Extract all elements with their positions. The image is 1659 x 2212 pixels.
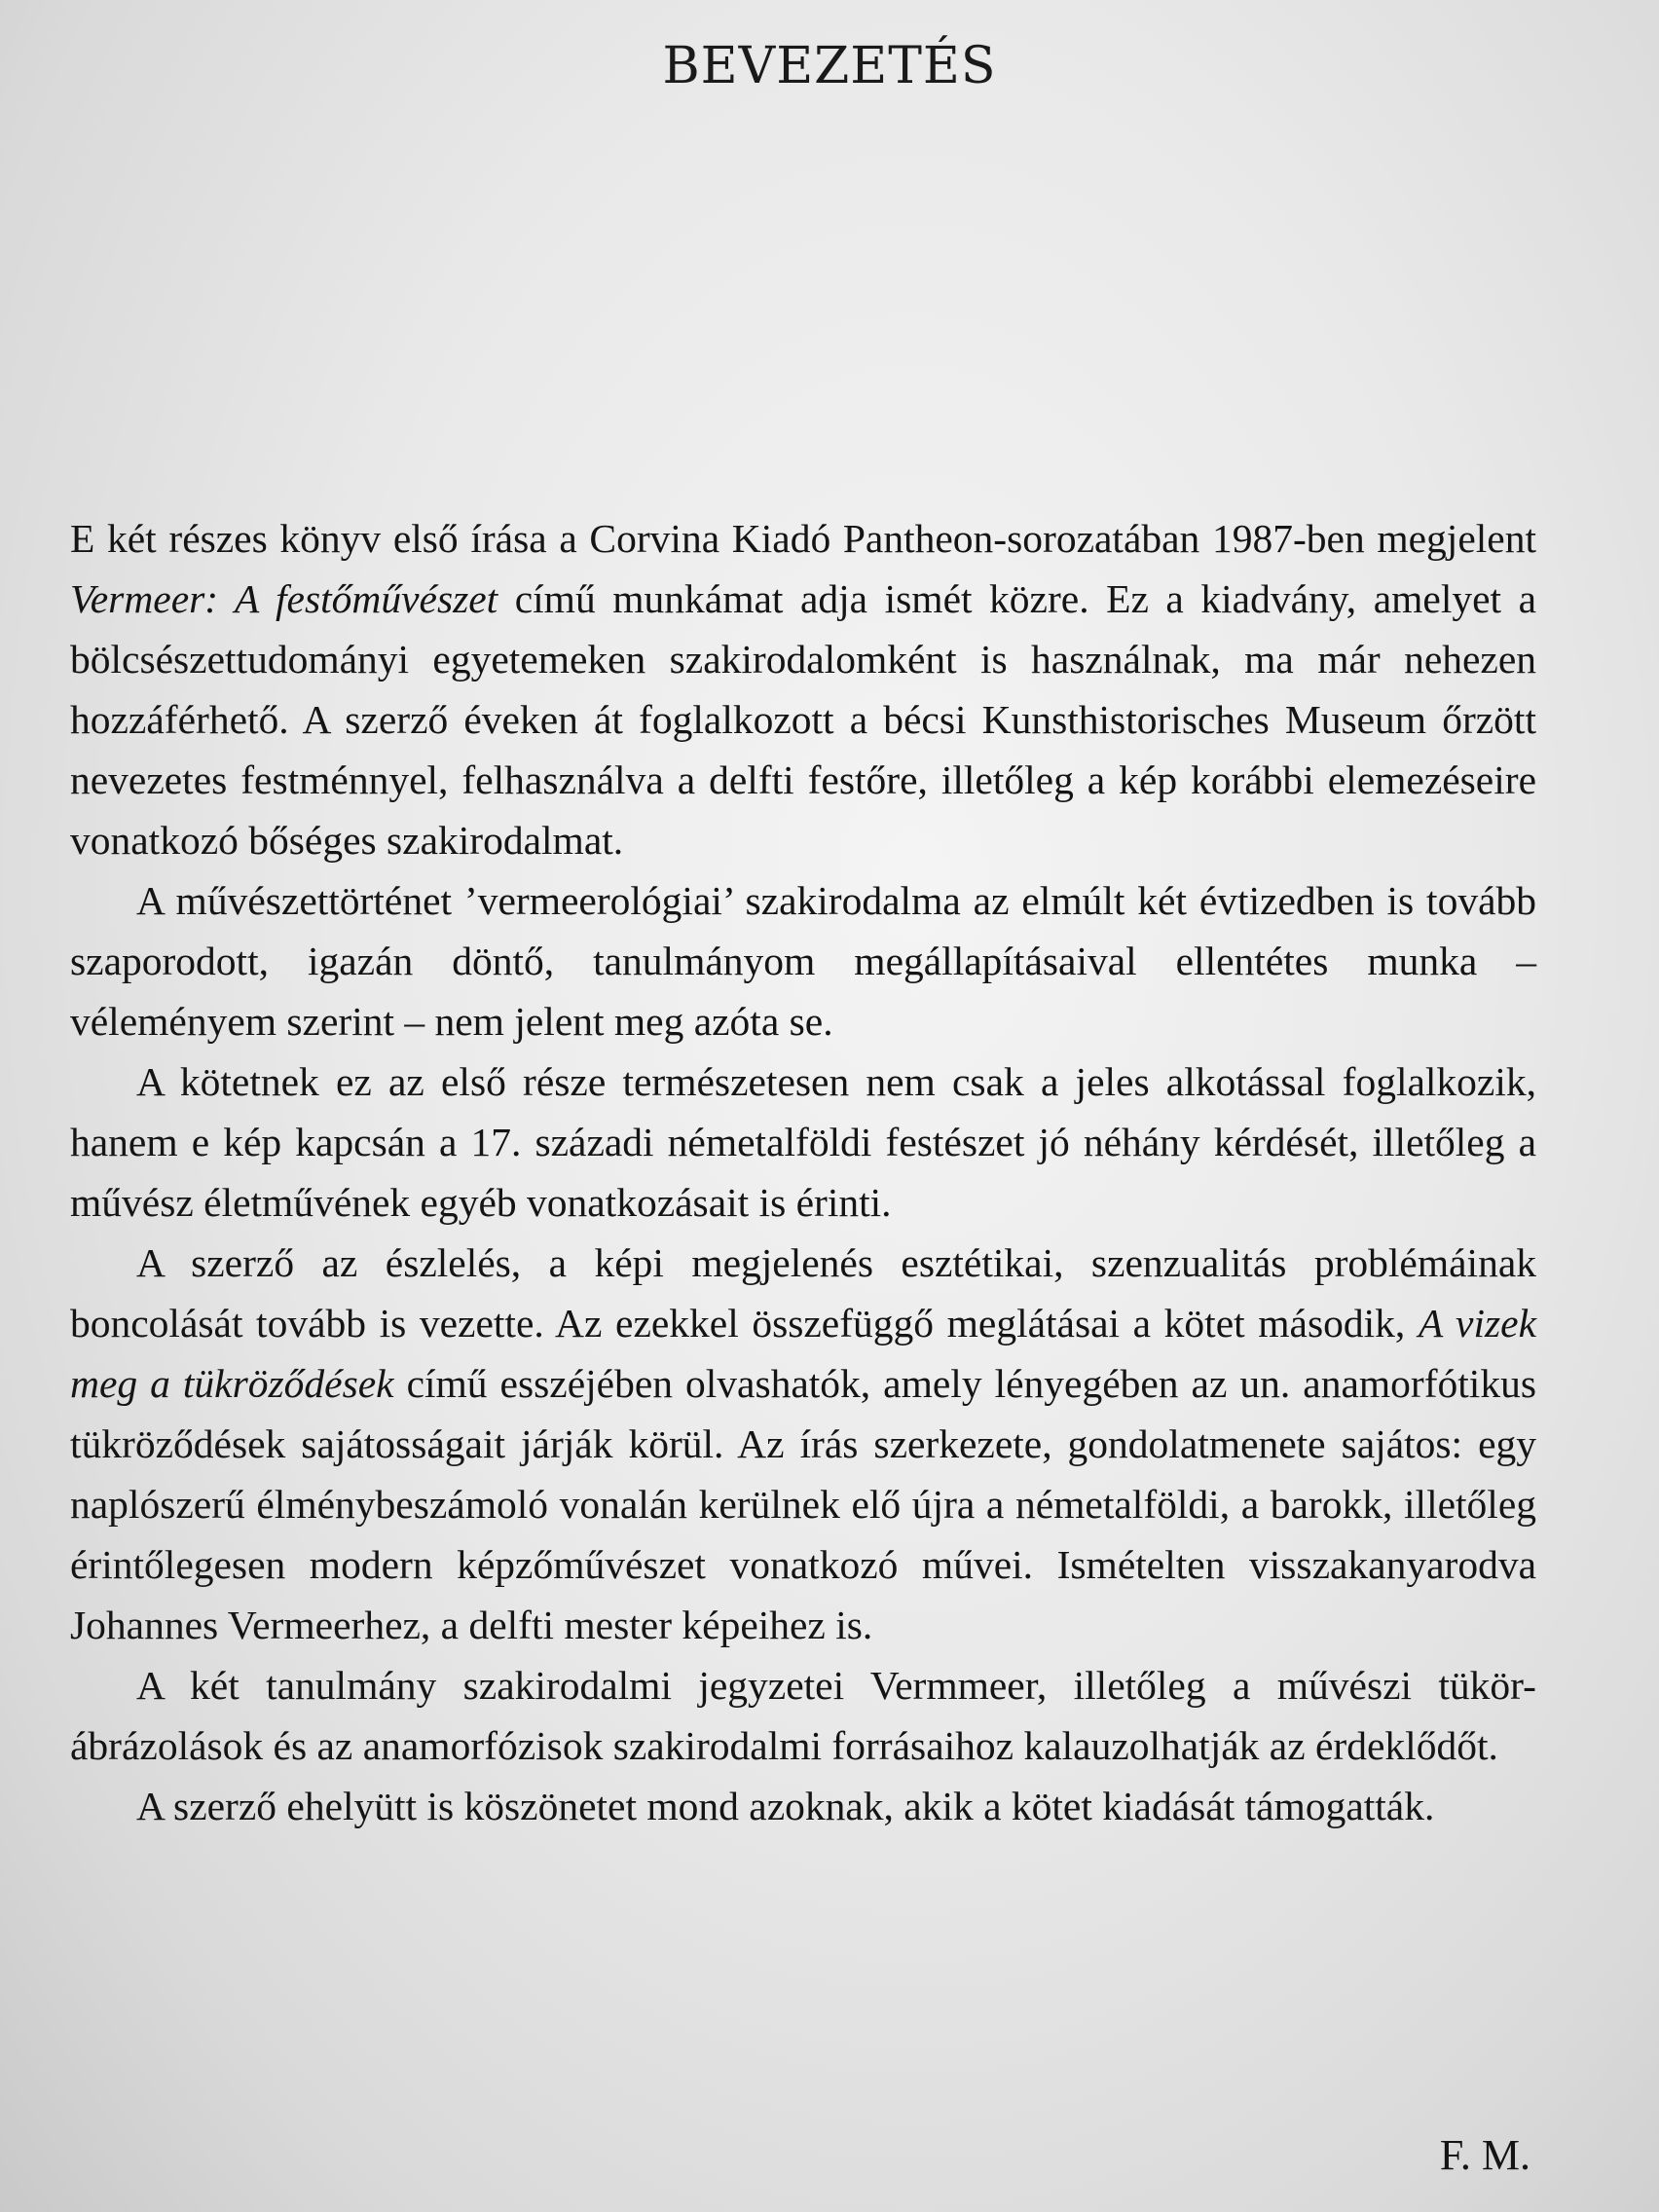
paragraph-4 xyxy=(70,1233,1536,1655)
paragraph-text: A kötetnek ez az első része természetesen nem csak a jeles alkotással foglalkozik, hanem e kép kapcsán a 17. századi németalföldi festészet jó néhány kérdését, illetőleg a művész életművének egyéb vonatkozásait is érinti. xyxy=(70,1059,1536,1225)
paragraph-text: A szerző ehelyütt is köszönetet mond azoknak, akik a kötet kiadását támogatták. xyxy=(136,1784,1435,1828)
paragraph-3 xyxy=(70,1051,1536,1233)
paragraph-1 xyxy=(70,508,1536,870)
paragraph-text: című esszéjében olvashatók, amely lényegében az un. anamorfótikus tükröződések sajátosságait járják körül. Az írás szerkezete, gondolatmenete sajátos: egy naplószerű élménybeszámoló vonalán kerülnek elő újra a németalföldi, a barokk, illetőleg érintőlegesen modern képzőművészet vonatkozó művei. Ismételten visszakanyarodva Johannes Vermeerhez, a delfti mester képeihez is. xyxy=(70,1361,1536,1647)
essay-title-italic: A vizek meg a tükröződések xyxy=(70,1301,1536,1406)
text-body xyxy=(70,508,1536,1836)
author-signature: F. M. xyxy=(1439,2131,1530,2179)
paragraph-2 xyxy=(70,870,1536,1051)
paragraph-text: A szerző az észlelés, a képi megjelenés esztétikai, szenzualitás problémáinak boncolását tovább is vezette. Az ezekkel összefüggő meglátásai a kötet második, xyxy=(70,1240,1536,1346)
paragraph-text: című munkámat adja ismét közre. Ez a kiadvány, amelyet a bölcsészettudományi egyetemeken szakirodalomként is használnak, ma már nehezen hozzáférhető. A szerző éveken át foglalkozott a bécsi Kunsthistorisches Museum őrzött nevezetes festménnyel, felhasználva a delfti festőre, illetőleg a kép korábbi elemezéseire vonatkozó bőséges szakirodalmat. xyxy=(70,576,1536,863)
book-title-italic: Vermeer: A festőművészet xyxy=(70,576,498,621)
page-title: BEVEZETÉS xyxy=(662,37,997,95)
paragraph-5 xyxy=(70,1655,1536,1776)
paragraph-text: A két tanulmány szakirodalmi jegyzetei Vermmeer, illetőleg a művészi tükör-ábrázolások és az anamorfózisok szakirodalmi forrásaihoz kalauzolhatják az érdeklődőt. xyxy=(70,1663,1536,1768)
paragraph-text: A művészettörténet ’vermeerológiai’ szakirodalma az elmúlt két évtizedben is tovább szaporodott, igazán döntő, tanulmányom megállapításaival ellentétes munka – véleményem szerint – nem jelent meg azóta se. xyxy=(70,878,1536,1044)
paragraph-6 xyxy=(70,1776,1536,1836)
paragraph-text: E két részes könyv első írása a Corvina Kiadó Pantheon-sorozatában 1987-ben megjelent xyxy=(70,516,1536,561)
